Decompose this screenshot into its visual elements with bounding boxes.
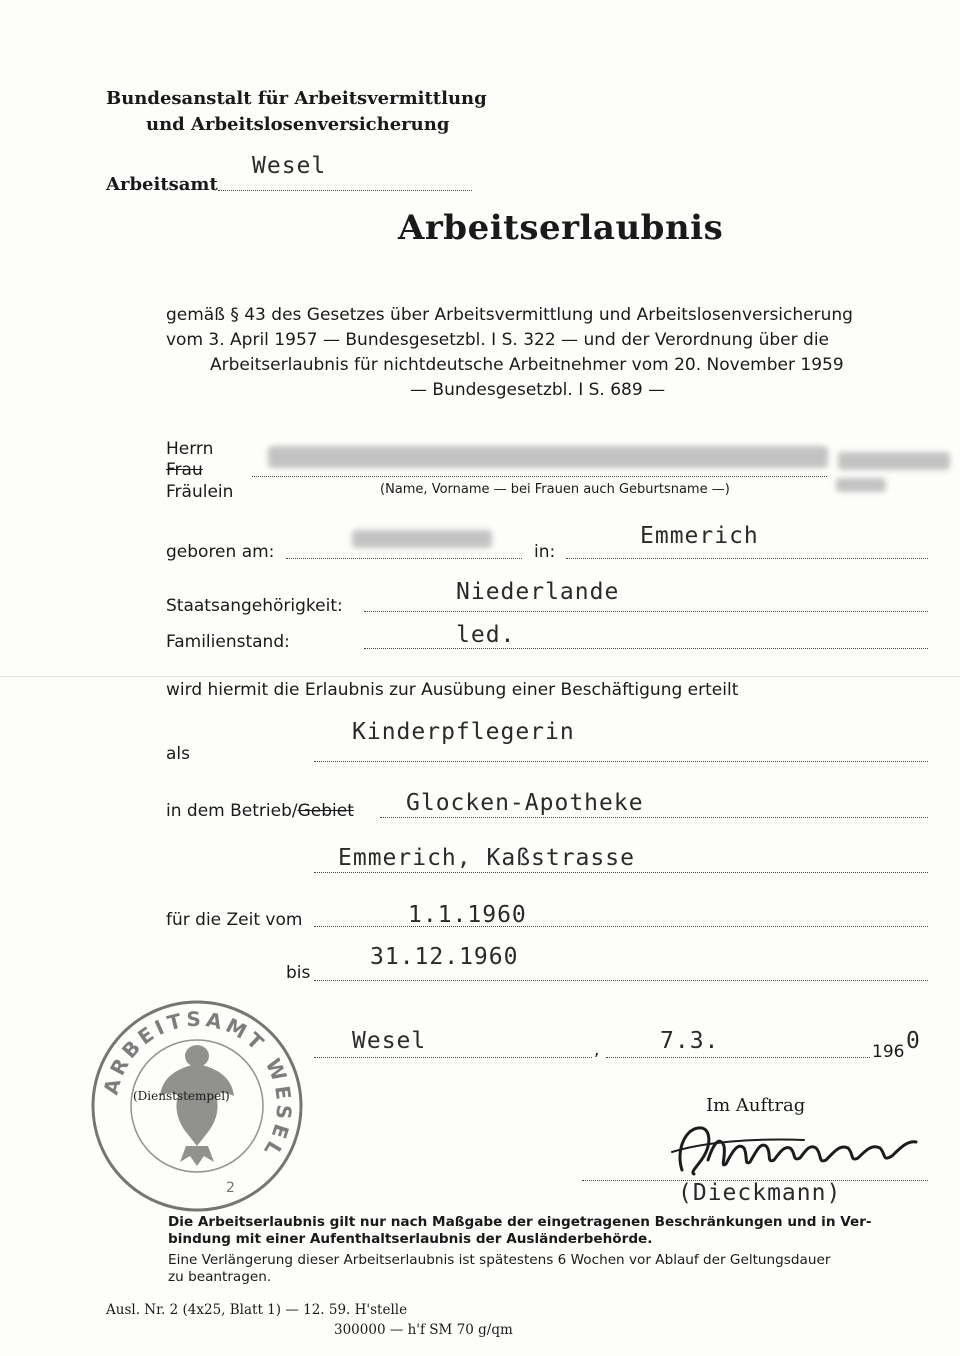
name-hint: (Name, Vorname — bei Frauen auch Geburtsname —) bbox=[380, 482, 730, 497]
period-from-line bbox=[314, 926, 928, 927]
authority-label: Im Auftrag bbox=[706, 1095, 806, 1116]
period-to-value: 31.12.1960 bbox=[370, 944, 519, 970]
stamp-ring-text: ARBEITSAMT WESEL bbox=[98, 1006, 297, 1164]
issue-comma: , bbox=[594, 1040, 600, 1060]
period-to-label: bis bbox=[286, 963, 311, 983]
marital-status-value: led. bbox=[456, 622, 516, 648]
marital-status-label: Familienstand: bbox=[166, 632, 290, 652]
agency-name-line2: und Arbeitslosenversicherung bbox=[146, 114, 450, 135]
redacted-name bbox=[268, 446, 828, 468]
redacted-name-end bbox=[838, 452, 950, 470]
name-line bbox=[252, 476, 827, 477]
period-to-line bbox=[314, 980, 928, 981]
marital-status-line bbox=[364, 648, 928, 649]
eagle-icon bbox=[160, 1045, 234, 1166]
salutation-frau: Frau bbox=[166, 460, 203, 480]
company-address-line bbox=[314, 872, 928, 873]
legal-text-line4: — Bundesgesetzbl. I S. 689 — bbox=[410, 380, 666, 400]
company-label-struck: Gebiet bbox=[297, 801, 354, 821]
nationality-label: Staatsangehörigkeit: bbox=[166, 596, 343, 616]
stamp-number: 2 bbox=[226, 1180, 235, 1196]
document-title: Arbeitserlaubnis bbox=[398, 208, 724, 248]
issue-year-prefix: 196 bbox=[872, 1042, 905, 1062]
company-value: Glocken-Apotheke bbox=[406, 790, 644, 816]
handwritten-signature bbox=[664, 1112, 934, 1182]
office-line bbox=[218, 190, 472, 191]
company-label: in dem Betrieb/ bbox=[166, 801, 298, 821]
company-line bbox=[380, 817, 928, 818]
issue-date: 7.3. bbox=[660, 1028, 720, 1054]
stamp-center-label: (Dienststempel) bbox=[133, 1089, 230, 1103]
note-bold-line2: bindung mit einer Aufenthaltserlaubnis der Ausländerbehörde. bbox=[168, 1231, 653, 1247]
office-label: Arbeitsamt bbox=[106, 174, 218, 195]
permission-statement: wird hiermit die Erlaubnis zur Ausübung einer Beschäftigung erteilt bbox=[166, 680, 739, 700]
redacted-birth-date bbox=[352, 530, 492, 548]
company-address-value: Emmerich, Kaßstrasse bbox=[338, 845, 635, 871]
form-number: Ausl. Nr. 2 (4x25, Blatt 1) — 12. 59. H'stelle bbox=[106, 1302, 408, 1318]
issue-year-suffix: 0 bbox=[906, 1028, 921, 1054]
official-stamp bbox=[86, 996, 308, 1216]
note-line4: zu beantragen. bbox=[168, 1269, 272, 1285]
birthplace-value: Emmerich bbox=[640, 523, 759, 549]
occupation-line bbox=[314, 761, 928, 762]
occupation-value: Kinderpflegerin bbox=[352, 719, 575, 745]
signatory-name: (Dieckmann) bbox=[678, 1180, 842, 1206]
agency-name-line1: Bundesanstalt für Arbeitsvermittlung bbox=[106, 88, 487, 109]
period-from-label: für die Zeit vom bbox=[166, 910, 303, 930]
redacted-birthname bbox=[836, 478, 886, 492]
note-line3: Eine Verlängerung dieser Arbeitserlaubnis ist spätestens 6 Wochen vor Ablauf der Geltungsdauer bbox=[168, 1252, 831, 1268]
birthplace-label: in: bbox=[534, 542, 556, 562]
salutation-herrn: Herrn bbox=[166, 439, 214, 459]
salutation-fraeulein: Fräulein bbox=[166, 482, 234, 502]
birth-date-label: geboren am: bbox=[166, 542, 275, 562]
birth-date-line bbox=[286, 558, 522, 559]
note-bold-line1: Die Arbeitserlaubnis gilt nur nach Maßgabe der eingetragenen Beschränkungen und in Ver- bbox=[168, 1214, 872, 1230]
legal-text-line2: vom 3. April 1957 — Bundesgesetzbl. I S. 322 — und der Verordnung über die bbox=[166, 330, 830, 350]
occupation-label: als bbox=[166, 744, 190, 764]
nationality-line bbox=[364, 611, 928, 612]
fold-line bbox=[0, 676, 960, 677]
issue-place: Wesel bbox=[352, 1028, 427, 1054]
issue-date-line bbox=[606, 1057, 870, 1058]
nationality-value: Niederlande bbox=[456, 579, 620, 605]
period-from-value: 1.1.1960 bbox=[408, 902, 527, 928]
legal-text-line3: Arbeitserlaubnis für nichtdeutsche Arbeitnehmer vom 20. November 1959 bbox=[210, 355, 844, 375]
office-value: Wesel bbox=[252, 153, 327, 179]
birthplace-line bbox=[566, 558, 928, 559]
print-run: 300000 — h'f SM 70 g/qm bbox=[334, 1322, 513, 1338]
legal-text-line1: gemäß § 43 des Gesetzes über Arbeitsvermittlung und Arbeitslosenversicherung bbox=[166, 305, 853, 325]
issue-place-line bbox=[314, 1057, 592, 1058]
